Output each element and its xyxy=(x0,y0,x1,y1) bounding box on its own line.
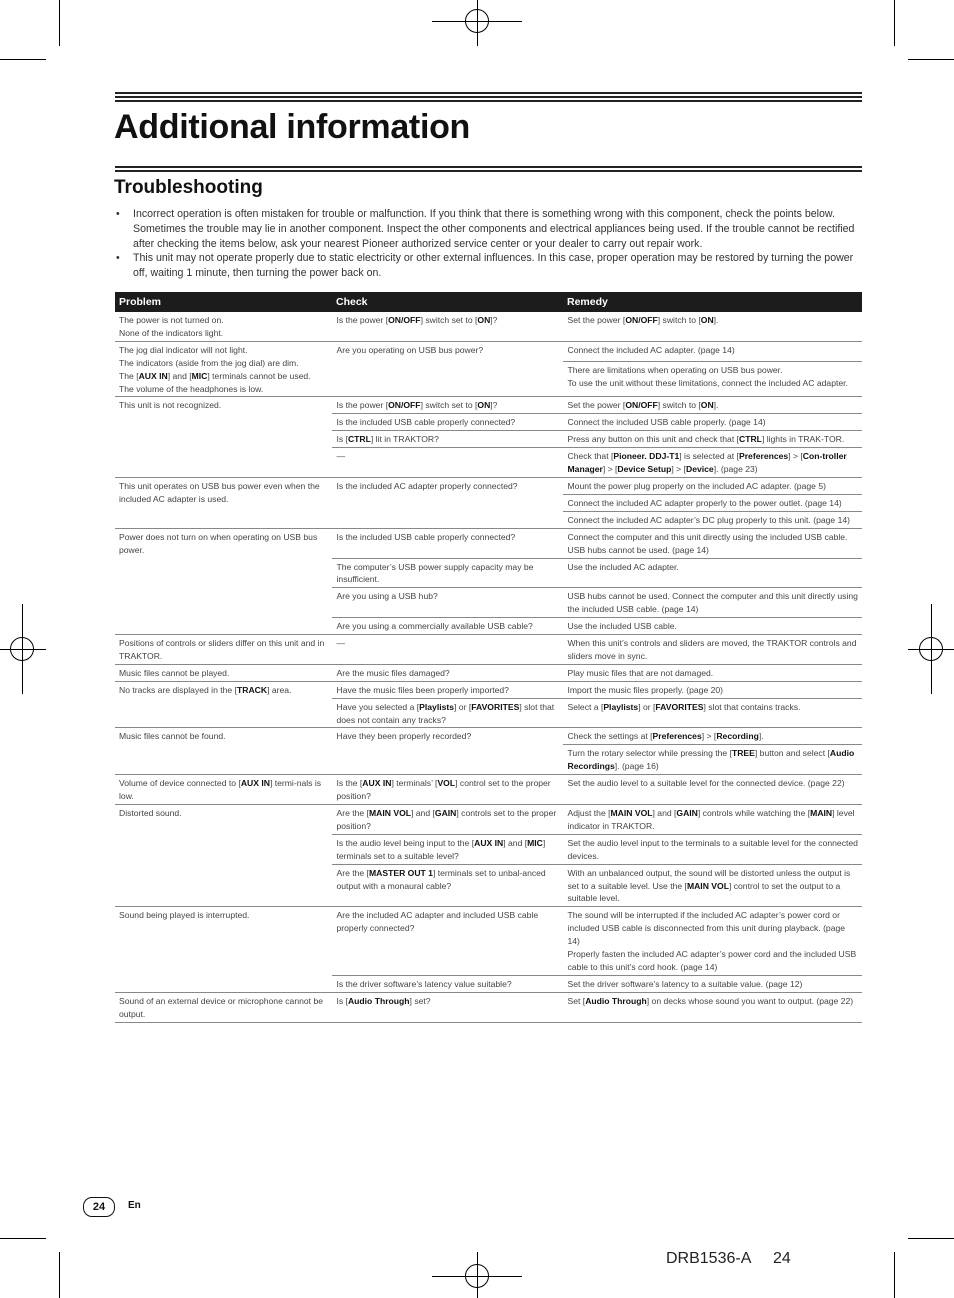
check-cell: — xyxy=(332,448,563,478)
check-cell: Is the driver software’s latency value suitable? xyxy=(332,975,563,992)
problem-cell: This unit operates on USB bus power even when the included AC adapter is used. xyxy=(115,477,332,528)
header-rule-top xyxy=(115,92,862,104)
table-header-row xyxy=(115,292,862,312)
intro-item: • Incorrect operation is often mistaken for trouble or malfunction. If you think that there is something wrong with this component, check the points below. Sometimes the trouble may lie in another component. Inspect the other components and electrical appliances being used. If the trouble cannot be rectified after checking the items below, ask your nearest Pioneer authorized service center or your dealer to carry out repair work. xyxy=(114,207,862,251)
table-row xyxy=(115,805,862,835)
remedy-cell: Use the included USB cable. xyxy=(563,618,862,635)
remedy-cell: Connect the included AC adapter properly to the power outlet. (page 14) xyxy=(563,494,862,511)
check-cell: Are the [MASTER OUT 1] terminals set to unbal-anced output with a monaural cable? xyxy=(332,864,563,907)
table-row xyxy=(115,635,862,665)
remedy-cell: Connect the included USB cable properly. (page 14) xyxy=(563,414,862,431)
remedy-cell: Adjust the [MAIN VOL] and [GAIN] controls while watching the [MAIN] level indicator in TRAKTOR. xyxy=(563,805,862,835)
check-cell: The computer’s USB power supply capacity may be insufficient. xyxy=(332,558,563,588)
check-cell: Have you selected a [Playlists] or [FAVORITES] slot that does not contain any tracks? xyxy=(332,698,563,728)
check-cell: Is the power [ON/OFF] switch set to [ON]? xyxy=(332,397,563,414)
table-row xyxy=(115,477,862,494)
problem-cell: Sound of an external device or microphone cannot be output. xyxy=(115,992,332,1022)
table-row xyxy=(115,681,862,698)
remedy-cell: Select a [Playlists] or [FAVORITES] slot that contains tracks. xyxy=(563,698,862,728)
remedy-cell: Set the power [ON/OFF] switch to [ON]. xyxy=(563,397,862,414)
table-row xyxy=(115,341,862,361)
remedy-cell: Set [Audio Through] on decks whose sound you want to output. (page 22) xyxy=(563,992,862,1022)
problem-cell: Sound being played is interrupted. xyxy=(115,907,332,992)
registration-circle xyxy=(10,637,34,661)
crop-mark xyxy=(908,1238,954,1239)
check-cell: Is [Audio Through] set? xyxy=(332,992,563,1022)
table-body xyxy=(115,312,862,1022)
header-rule-bottom xyxy=(115,166,862,172)
check-cell: Are the music files damaged? xyxy=(332,664,563,681)
check-cell: Is [CTRL] lit in TRAKTOR? xyxy=(332,431,563,448)
remedy-cell: Use the included AC adapter. xyxy=(563,558,862,588)
check-cell: Have they been properly recorded? xyxy=(332,728,563,775)
table-row xyxy=(115,528,862,558)
remedy-cell: Set the driver software’s latency to a suitable value. (page 12) xyxy=(563,975,862,992)
table-row xyxy=(115,664,862,681)
problem-cell: Music files cannot be found. xyxy=(115,728,332,775)
problem-cell: Volume of device connected to [AUX IN] termi-nals is low. xyxy=(115,775,332,805)
registration-circle xyxy=(465,9,489,33)
remedy-cell: With an unbalanced output, the sound will be distorted unless the output is set to a suitable level. Use the [MAIN VOL] control to set the output to a suitable level. xyxy=(563,864,862,907)
check-cell: Are the [MAIN VOL] and [GAIN] controls set to the proper position? xyxy=(332,805,563,835)
check-cell: Is the [AUX IN] terminals’ [VOL] control set to the proper position? xyxy=(332,775,563,805)
crop-mark xyxy=(0,59,46,60)
problem-cell: The jog dial indicator will not light. The indicators (aside from the jog dial) are dim. The [AUX IN] and [MIC] terminals cannot be used. The volume of the headphones is low. xyxy=(115,341,332,397)
document-code: DRB1536-A xyxy=(666,1250,752,1267)
remedy-cell: Mount the power plug properly on the included AC adapter. (page 5) xyxy=(563,477,862,494)
remedy-cell: Connect the computer and this unit directly using the included USB cable. USB hubs cannot be used. (page 14) xyxy=(563,528,862,558)
table-row xyxy=(115,992,862,1022)
check-cell: Is the included AC adapter properly connected? xyxy=(332,477,563,528)
remedy-cell: Check that [Pioneer. DDJ-T1] is selected at [Preferences] > [Con-troller Manager] > [Device Setup] > [Device]. (page 23) xyxy=(563,448,862,478)
problem-cell: This unit is not recognized. xyxy=(115,397,332,478)
remedy-cell: When this unit’s controls and sliders are moved, the TRAKTOR controls and sliders move in sync. xyxy=(563,635,862,665)
check-cell: Is the included USB cable properly connected? xyxy=(332,528,563,558)
remedy-cell: Connect the included AC adapter. (page 14) xyxy=(563,341,862,361)
crop-mark xyxy=(59,1252,60,1298)
problem-cell: Music files cannot be played. xyxy=(115,664,332,681)
registration-circle xyxy=(465,1264,489,1288)
page-title: Additional information xyxy=(114,108,471,146)
remedy-cell: Connect the included AC adapter’s DC plug properly to this unit. (page 14) xyxy=(563,511,862,528)
troubleshooting-table xyxy=(115,292,862,1023)
remedy-cell: The sound will be interrupted if the included AC adapter’s power cord or included USB cable is disconnected from this unit during playback. (page 14) Properly fasten the included AC adapter’s power cord and the included USB cable to this unit’s cord hook. (page 14) xyxy=(563,907,862,976)
problem-cell: The power is not turned on. None of the indicators light. xyxy=(115,312,332,341)
crop-mark xyxy=(894,0,895,46)
column-header-problem: Problem xyxy=(115,292,332,312)
remedy-cell: Play music files that are not damaged. xyxy=(563,664,862,681)
remedy-cell: Set the audio level to a suitable level for the connected device. (page 22) xyxy=(563,775,862,805)
intro-list xyxy=(114,207,862,281)
check-cell: Is the power [ON/OFF] switch set to [ON]? xyxy=(332,312,563,341)
problem-cell: No tracks are displayed in the [TRACK] area. xyxy=(115,681,332,728)
check-cell: Is the included USB cable properly connected? xyxy=(332,414,563,431)
remedy-cell: Check the settings at [Preferences] > [Recording]. xyxy=(563,728,862,745)
check-cell: Are you operating on USB bus power? xyxy=(332,341,563,397)
table-row xyxy=(115,397,862,414)
check-cell: — xyxy=(332,635,563,665)
table-row xyxy=(115,312,862,341)
crop-mark xyxy=(0,1238,46,1239)
intro-item: • This unit may not operate properly due to static electricity or other external influences. In this case, proper operation may be restored by turning the power off, waiting 1 minute, then turning the power back on. xyxy=(114,251,862,281)
table-row xyxy=(115,907,862,976)
remedy-cell: Press any button on this unit and check that [CTRL] lights in TRAK-TOR. xyxy=(563,431,862,448)
problem-cell: Power does not turn on when operating on USB bus power. xyxy=(115,528,332,634)
crop-mark xyxy=(59,0,60,46)
remedy-cell: Set the power [ON/OFF] switch to [ON]. xyxy=(563,312,862,341)
column-header-check: Check xyxy=(332,292,563,312)
problem-cell: Positions of controls or sliders differ on this unit and in TRAKTOR. xyxy=(115,635,332,665)
remedy-cell: There are limitations when operating on USB bus power. To use the unit without these limitations, connect the included AC adapter. xyxy=(563,361,862,397)
remedy-cell: Set the audio level input to the terminals to a suitable level for the connected devices. xyxy=(563,834,862,864)
page-number-badge: 24 xyxy=(83,1197,115,1217)
remedy-cell: Import the music files properly. (page 20) xyxy=(563,681,862,698)
check-cell: Are you using a USB hub? xyxy=(332,588,563,618)
remedy-cell: Turn the rotary selector while pressing the [TREE] button and select [Audio Recordings]. (page 16) xyxy=(563,745,862,775)
document-page: 24 xyxy=(773,1250,791,1267)
problem-cell: Distorted sound. xyxy=(115,805,332,907)
table-row xyxy=(115,728,862,745)
crop-mark xyxy=(908,59,954,60)
registration-circle xyxy=(919,637,943,661)
check-cell: Have the music files been properly imported? xyxy=(332,681,563,698)
check-cell: Are the included AC adapter and included USB cable properly connected? xyxy=(332,907,563,976)
remedy-cell: USB hubs cannot be used. Connect the computer and this unit directly using the included USB cable. (page 14) xyxy=(563,588,862,618)
language-label: En xyxy=(128,1200,141,1211)
column-header-remedy: Remedy xyxy=(563,292,862,312)
check-cell: Are you using a commercially available USB cable? xyxy=(332,618,563,635)
check-cell: Is the audio level being input to the [AUX IN] and [MIC] terminals set to a suitable level? xyxy=(332,834,563,864)
table-row xyxy=(115,775,862,805)
section-title: Troubleshooting xyxy=(114,177,263,198)
crop-mark xyxy=(894,1252,895,1298)
